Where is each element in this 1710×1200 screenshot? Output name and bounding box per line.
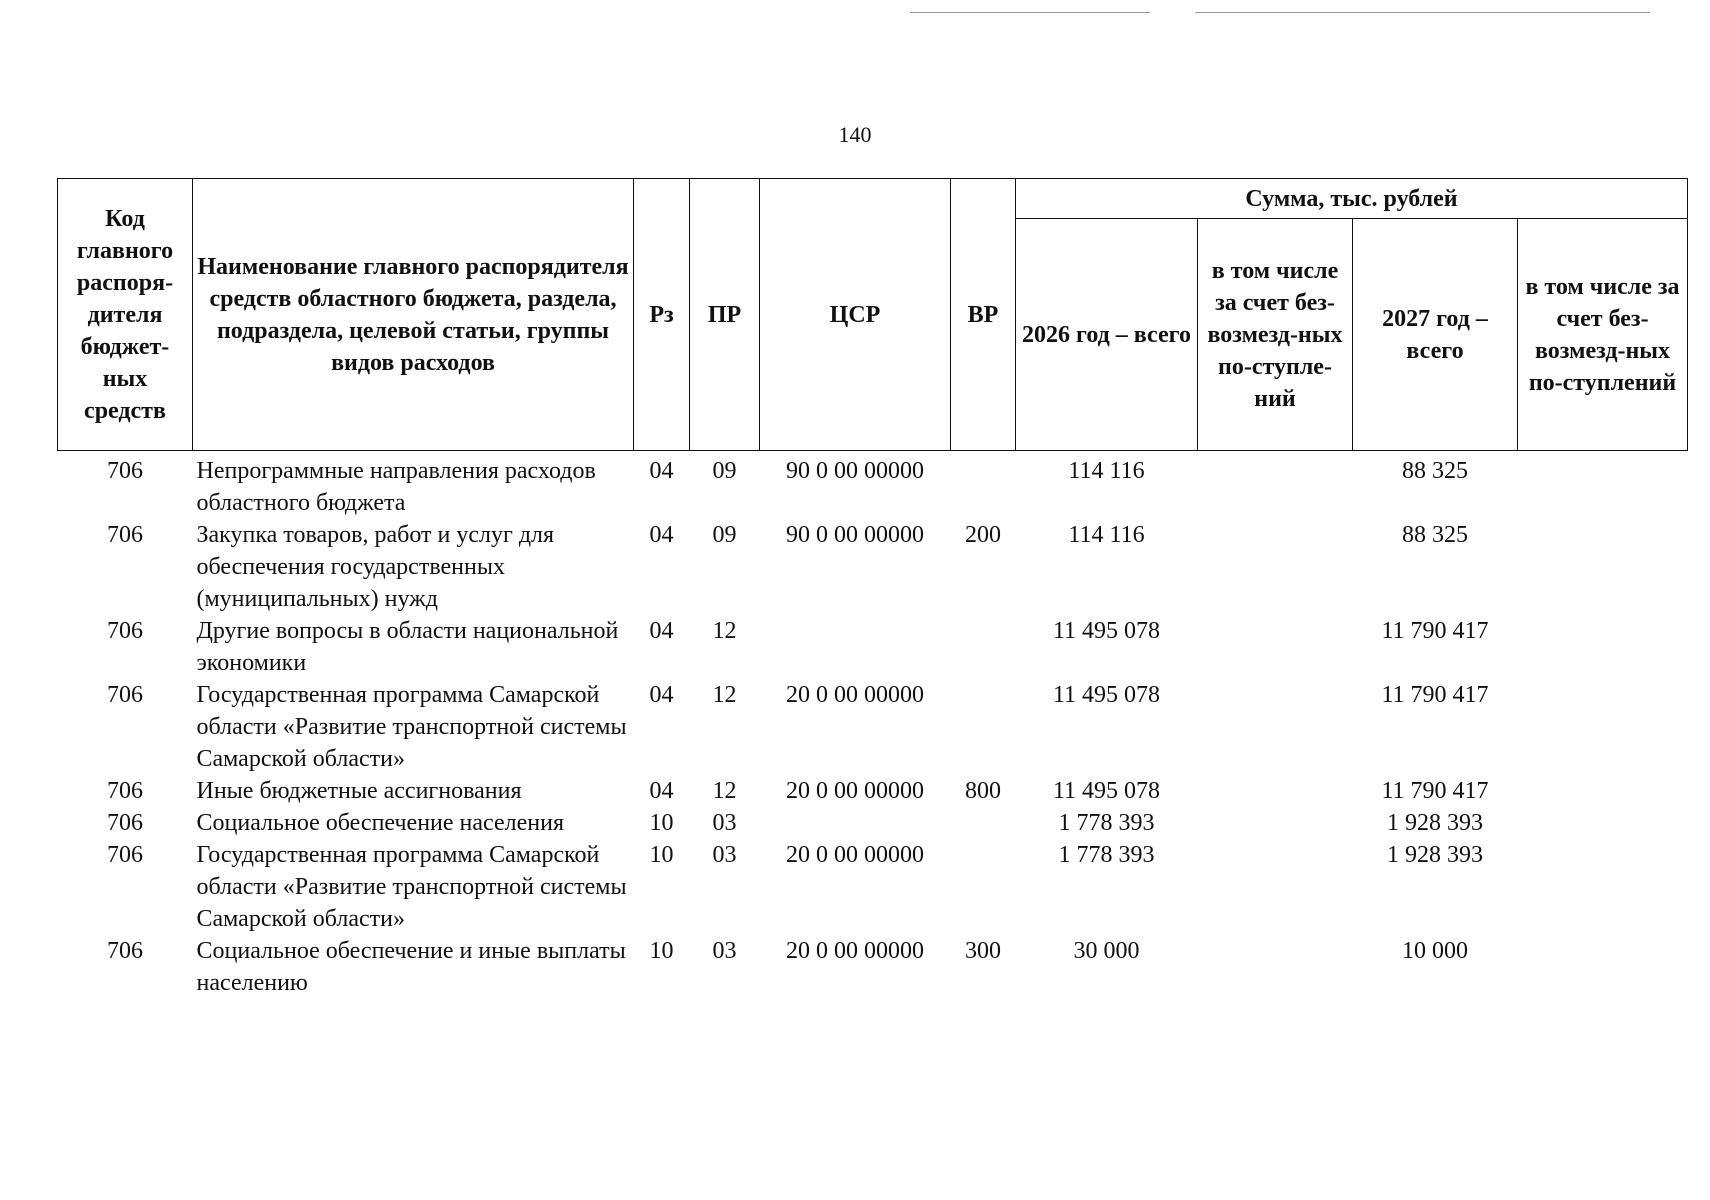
cell-pr: 12	[712, 778, 737, 804]
cell-pr: 03	[712, 938, 737, 964]
cell-2026-grants	[1198, 935, 1353, 999]
header-2027-total: 2027 год – всего	[1353, 219, 1518, 451]
cell-rz: 04	[649, 458, 674, 484]
cell-csr: 20 0 00 00000	[786, 842, 924, 868]
cell-rz: 10	[649, 842, 674, 868]
cell-pr: 12	[712, 618, 737, 644]
cell-rz: 04	[649, 778, 674, 804]
cell-2026-total: 11 495 078	[1052, 618, 1161, 644]
cell-code: 706	[107, 682, 143, 708]
table-row	[58, 451, 1688, 520]
cell-vr: 300	[965, 938, 1001, 964]
cell-2026-grants	[1198, 451, 1353, 520]
cell-name: Непрограммные направления расходов областного бюджета	[196, 458, 596, 516]
cell-csr: 90 0 00 00000	[786, 522, 924, 548]
scan-edge-line	[910, 12, 1150, 13]
cell-name: Социальное обеспечение и иные выплаты населению	[196, 938, 626, 996]
table-row	[58, 519, 1688, 615]
page-number: 140	[838, 122, 872, 147]
cell-rz: 04	[649, 618, 674, 644]
cell-2026-grants	[1198, 519, 1353, 615]
cell-code: 706	[107, 778, 143, 804]
cell-code: 706	[107, 842, 143, 868]
cell-2026-total: 11 495 078	[1052, 778, 1161, 804]
cell-name: Иные бюджетные ассигнования	[196, 778, 522, 804]
table-row	[58, 807, 1688, 839]
cell-csr: 20 0 00 00000	[786, 938, 924, 964]
cell-csr	[760, 807, 951, 839]
cell-2027-grants	[1518, 519, 1688, 615]
table-header	[58, 179, 1688, 451]
cell-2027-total: 10 000	[1402, 938, 1468, 964]
table-row	[58, 679, 1688, 775]
cell-rz: 04	[649, 682, 674, 708]
header-rz: Рз	[634, 179, 690, 451]
cell-pr: 09	[712, 458, 737, 484]
cell-2027-total: 11 790 417	[1381, 778, 1489, 804]
header-2026-grants: в том числе за счет без-возмезд-ных по-ступле-ний	[1198, 219, 1353, 451]
cell-code: 706	[107, 938, 143, 964]
table-row	[58, 935, 1688, 999]
cell-2026-grants	[1198, 807, 1353, 839]
cell-code: 706	[107, 522, 143, 548]
cell-name: Другие вопросы в области национальной экономики	[196, 618, 619, 676]
cell-pr: 03	[712, 810, 737, 836]
cell-rz: 10	[649, 938, 674, 964]
cell-2027-grants	[1518, 679, 1688, 775]
header-csr: ЦСР	[760, 179, 951, 451]
cell-2026-total: 30 000	[1073, 938, 1140, 964]
cell-2027-total: 11 790 417	[1381, 618, 1489, 644]
cell-pr: 03	[712, 842, 737, 868]
scan-edge-line	[1195, 12, 1650, 13]
cell-csr: 90 0 00 00000	[786, 458, 924, 484]
cell-vr	[951, 839, 1016, 935]
header-name: Наименование главного распорядителя средств областного бюджета, раздела, подраздела, целевой статьи, группы видов расходов	[193, 179, 634, 451]
cell-csr: 20 0 00 00000	[786, 778, 924, 804]
cell-2027-total: 1 928 393	[1387, 810, 1483, 836]
cell-vr	[951, 451, 1016, 520]
cell-2027-total: 11 790 417	[1381, 682, 1489, 708]
table-body	[58, 451, 1688, 1000]
cell-vr	[951, 807, 1016, 839]
cell-2026-total: 114 116	[1068, 522, 1145, 548]
cell-name: Социальное обеспечение населения	[196, 810, 564, 836]
cell-2026-grants	[1198, 679, 1353, 775]
cell-name: Государственная программа Самарской области «Развитие транспортной системы Самарской области»	[196, 842, 627, 932]
cell-vr: 200	[965, 522, 1001, 548]
cell-2027-total: 1 928 393	[1387, 842, 1483, 868]
cell-pr: 12	[712, 682, 737, 708]
cell-2026-grants	[1198, 775, 1353, 807]
cell-code: 706	[107, 810, 143, 836]
table-row	[58, 775, 1688, 807]
cell-code: 706	[107, 458, 143, 484]
cell-2026-grants	[1198, 615, 1353, 679]
cell-vr: 800	[965, 778, 1001, 804]
header-pr: ПР	[690, 179, 760, 451]
cell-vr	[951, 615, 1016, 679]
budget-table	[57, 178, 1688, 999]
header-sum-group: Сумма, тыс. рублей	[1016, 179, 1688, 219]
cell-2027-grants	[1518, 839, 1688, 935]
cell-2027-grants	[1518, 807, 1688, 839]
cell-name: Государственная программа Самарской области «Развитие транспортной системы Самарской области»	[196, 682, 627, 772]
table-row	[58, 615, 1688, 679]
cell-code: 706	[107, 618, 143, 644]
header-2026-total: 2026 год – всего	[1016, 219, 1198, 451]
cell-csr	[760, 615, 951, 679]
header-2027-grants: в том числе за счет без-возмезд-ных по-ступлений	[1518, 219, 1688, 451]
table-row	[58, 839, 1688, 935]
cell-2027-grants	[1518, 615, 1688, 679]
cell-2027-grants	[1518, 935, 1688, 999]
header-vr: ВР	[951, 179, 1016, 451]
cell-vr	[951, 679, 1016, 775]
cell-2027-total: 88 325	[1402, 458, 1468, 484]
cell-name: Закупка товаров, работ и услуг для обеспечения государственных (муниципальных) нужд	[196, 522, 555, 612]
cell-2026-total: 1 778 393	[1058, 842, 1155, 868]
cell-2026-total: 11 495 078	[1052, 682, 1161, 708]
cell-2027-grants	[1518, 775, 1688, 807]
cell-2026-total: 1 778 393	[1058, 810, 1155, 836]
cell-pr: 09	[712, 522, 737, 548]
cell-2026-grants	[1198, 839, 1353, 935]
cell-rz: 10	[649, 810, 674, 836]
cell-rz: 04	[649, 522, 674, 548]
cell-2027-total: 88 325	[1402, 522, 1468, 548]
cell-2026-total: 114 116	[1068, 458, 1145, 484]
cell-csr: 20 0 00 00000	[786, 682, 924, 708]
header-code: Код главного распоря-дителя бюджет-ных средств	[58, 179, 193, 451]
cell-2027-grants	[1518, 451, 1688, 520]
